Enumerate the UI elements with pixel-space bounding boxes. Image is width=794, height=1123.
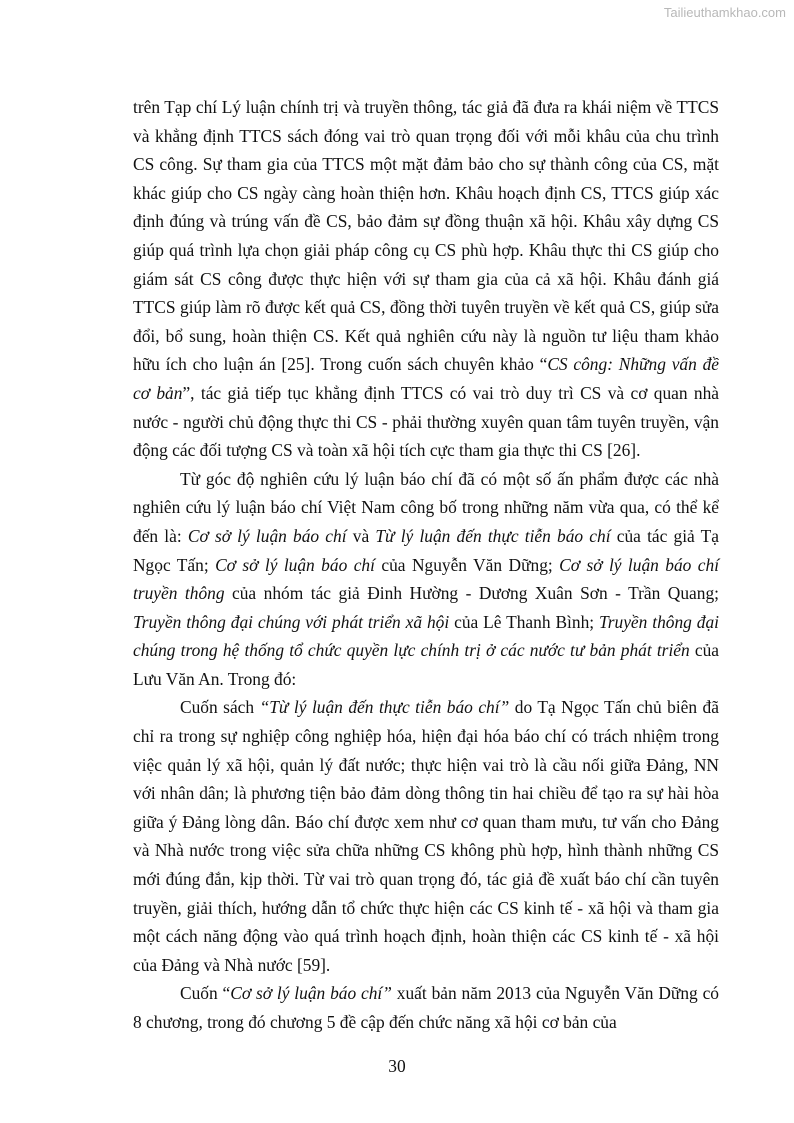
- page-number: 30: [388, 1056, 406, 1076]
- book-title: Từ lý luận đến thực tiễn báo chí: [375, 525, 611, 546]
- paragraph-3: Cuốn sách “Từ lý luận đến thực tiễn báo chí” do Tạ Ngọc Tấn chủ biên đã chỉ ra trong sự nghiệp công nghiệp hóa, hiện đại hóa báo chí có trách nhiệm trong việc quản lý xã hội, quản lý đất nước; thực hiện vai trò là cầu nối giữa Đảng, NN với nhân dân; là phương tiện bảo đảm dòng thông tin hai chiều để tạo ra sự hài hòa giữa ý Đảng lòng dân. Báo chí được xem như cơ quan tham mưu, tư vấn cho Đảng và Nhà nước trong việc sửa chữa những CS không phù hợp, hình thành những CS mới đúng đắn, kịp thời. Từ vai trò quan trọng đó, tác giả đề xuất báo chí cần tuyên truyền, giải thích, hướng dẫn tổ chức thực hiện các CS kinh tế - xã hội và tham gia một cách năng động vào quá trình hoạch định, hoàn thiện các CS kinh tế - xã hội của Đảng và Nhà nước [59].: [133, 697, 719, 975]
- book-title: Cơ sở lý luận báo chí”: [230, 983, 392, 1004]
- paragraph-4: Cuốn “Cơ sở lý luận báo chí” xuất bản năm 2013 của Nguyễn Văn Dững có 8 chương, trong đó chương 5 đề cập đến chức năng xã hội cơ bản của: [133, 983, 719, 1032]
- book-title: “Từ lý luận đến thực tiễn báo chí”: [259, 697, 510, 718]
- watermark: Tailieuthamkhao.com: [663, 5, 786, 20]
- page-body: [133, 93, 719, 1037]
- book-title: Cơ sở lý luận báo chí truyền thông: [133, 554, 720, 604]
- book-title: CS công: Những vấn đề cơ bản: [133, 354, 719, 403]
- book-title: Truyền thông đại chúng trong hệ thống tổ chức quyền lực chính trị ở các nước tư bản phát triển: [133, 611, 720, 661]
- paragraph-2: Từ góc độ nghiên cứu lý luận báo chí đã có một số ấn phẩm được các nhà nghiên cứu lý luận báo chí Việt Nam công bố trong những năm vừa qua, có thể kể đến là: Cơ sở lý luận báo chí và Từ lý luận đến thực tiễn báo chí của tác giả Tạ Ngọc Tấn; Cơ sở lý luận báo chí của Nguyễn Văn Dững; Cơ sở lý luận báo chí truyền thông của nhóm tác giả Đinh Hường - Dương Xuân Sơn - Trần Quang; Truyền thông đại chúng với phát triển xã hội của Lê Thanh Bình; Truyền thông đại chúng trong hệ thống tổ chức quyền lực chính trị ở các nước tư bản phát triển của Lưu Văn An. Trong đó:: [133, 468, 720, 689]
- book-title: Truyền thông đại chúng với phát triển xã hội: [133, 611, 450, 632]
- book-title: Cơ sở lý luận báo chí: [215, 554, 375, 575]
- paragraph-1: trên Tạp chí Lý luận chính trị và truyền thông, tác giả đã đưa ra khái niệm về TTCS và khẳng định TTCS sách đóng vai trò quan trọng đối với mỗi khâu của chu trình CS công. Sự tham gia của TTCS một mặt đảm bảo cho sự thành công của CS, mặt khác giúp cho CS ngày càng hoàn thiện hơn. Khâu hoạch định CS, TTCS giúp xác định đúng và trúng vấn đề CS, bảo đảm sự đồng thuận xã hội. Khâu xây dựng CS giúp quá trình lựa chọn giải pháp công cụ CS phù hợp. Khâu thực thi CS giúp cho giám sát CS công được thực hiện với sự tham gia của cả xã hội. Khâu đánh giá TTCS giúp làm rõ được kết quả CS, đồng thời tuyên truyền về kết quả CS, giúp sửa đổi, bổ sung, hoàn thiện CS. Kết quả nghiên cứu này là nguồn tư liệu tham khảo hữu ích cho luận án [25]. Trong cuốn sách chuyên khảo “CS công: Những vấn đề cơ bản”, tác giả tiếp tục khẳng định TTCS có vai trò duy trì CS và cơ quan nhà nước - người chủ động thực thi CS - phải thường xuyên quan tâm tuyên truyền, vận động các đối tượng CS và toàn xã hội tích cực tham gia thực thi CS [26].: [133, 97, 720, 461]
- book-title: Cơ sở lý luận báo chí: [187, 525, 347, 546]
